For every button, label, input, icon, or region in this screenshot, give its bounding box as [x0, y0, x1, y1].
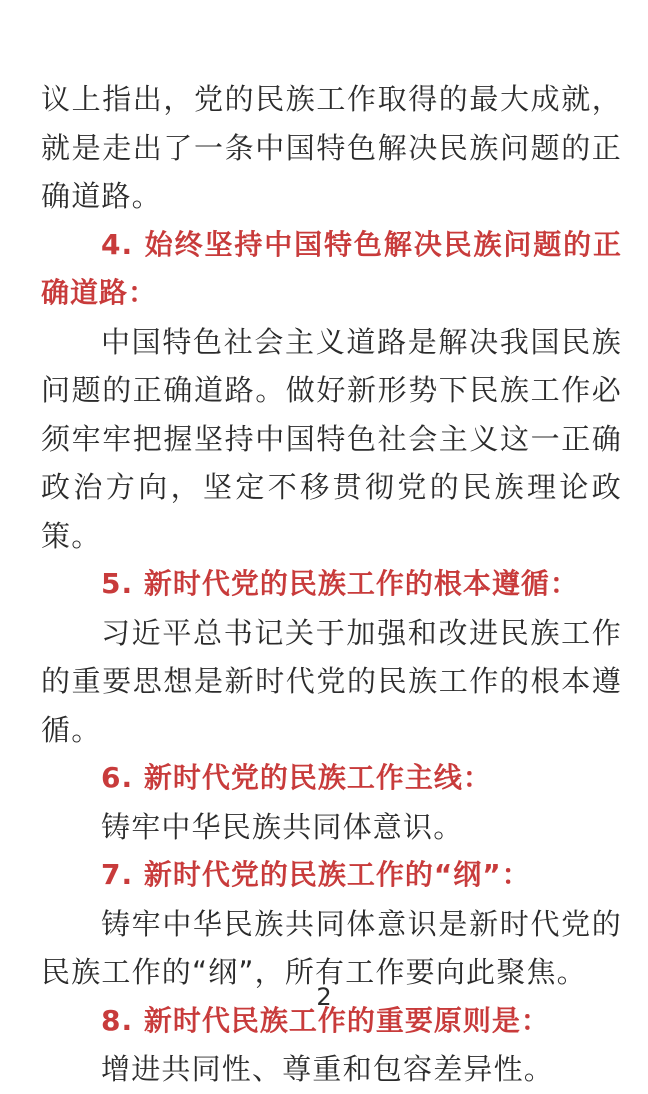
section-heading: 4. 始终坚持中国特色解决民族问题的正确道路：: [41, 227, 622, 309]
intro-paragraph: 议上指出，党的民族工作取得的最大成就，就是走出了一条中国特色解决民族问题的正确道路。: [41, 82, 622, 213]
section-heading: 8. 新时代民族工作的重要原则是：: [101, 1003, 550, 1037]
section-6: [41, 754, 622, 851]
section-heading: 5. 新时代党的民族工作的根本遵循：: [101, 567, 579, 600]
section-body: 增进共同性、尊重和包容差异性。: [101, 1052, 555, 1086]
section-body: 习近平总书记关于加强和改进民族工作的重要思想是新时代党的民族工作的根本遵循。: [41, 615, 622, 747]
section-4: [41, 221, 622, 561]
section-heading: 6. 新时代党的民族工作主线：: [101, 761, 492, 794]
page-number: 2: [316, 983, 332, 1011]
section-5: [41, 560, 622, 754]
section-body: 中国特色社会主义道路是解决我国民族问题的正确道路。做好新形势下民族工作必须牢牢把握坚持中国特色社会主义这一正确政治方向，坚定不移贯彻党的民族理论政策。: [41, 324, 622, 553]
section-7: [41, 851, 622, 997]
section-body: 铸牢中华民族共同体意识。: [101, 809, 464, 844]
section-body: 铸牢中华民族共同体意识是新时代党的民族工作的“纲”，所有工作要向此聚焦。: [41, 906, 622, 989]
section-heading: 7. 新时代党的民族工作的“纲”：: [101, 858, 531, 891]
